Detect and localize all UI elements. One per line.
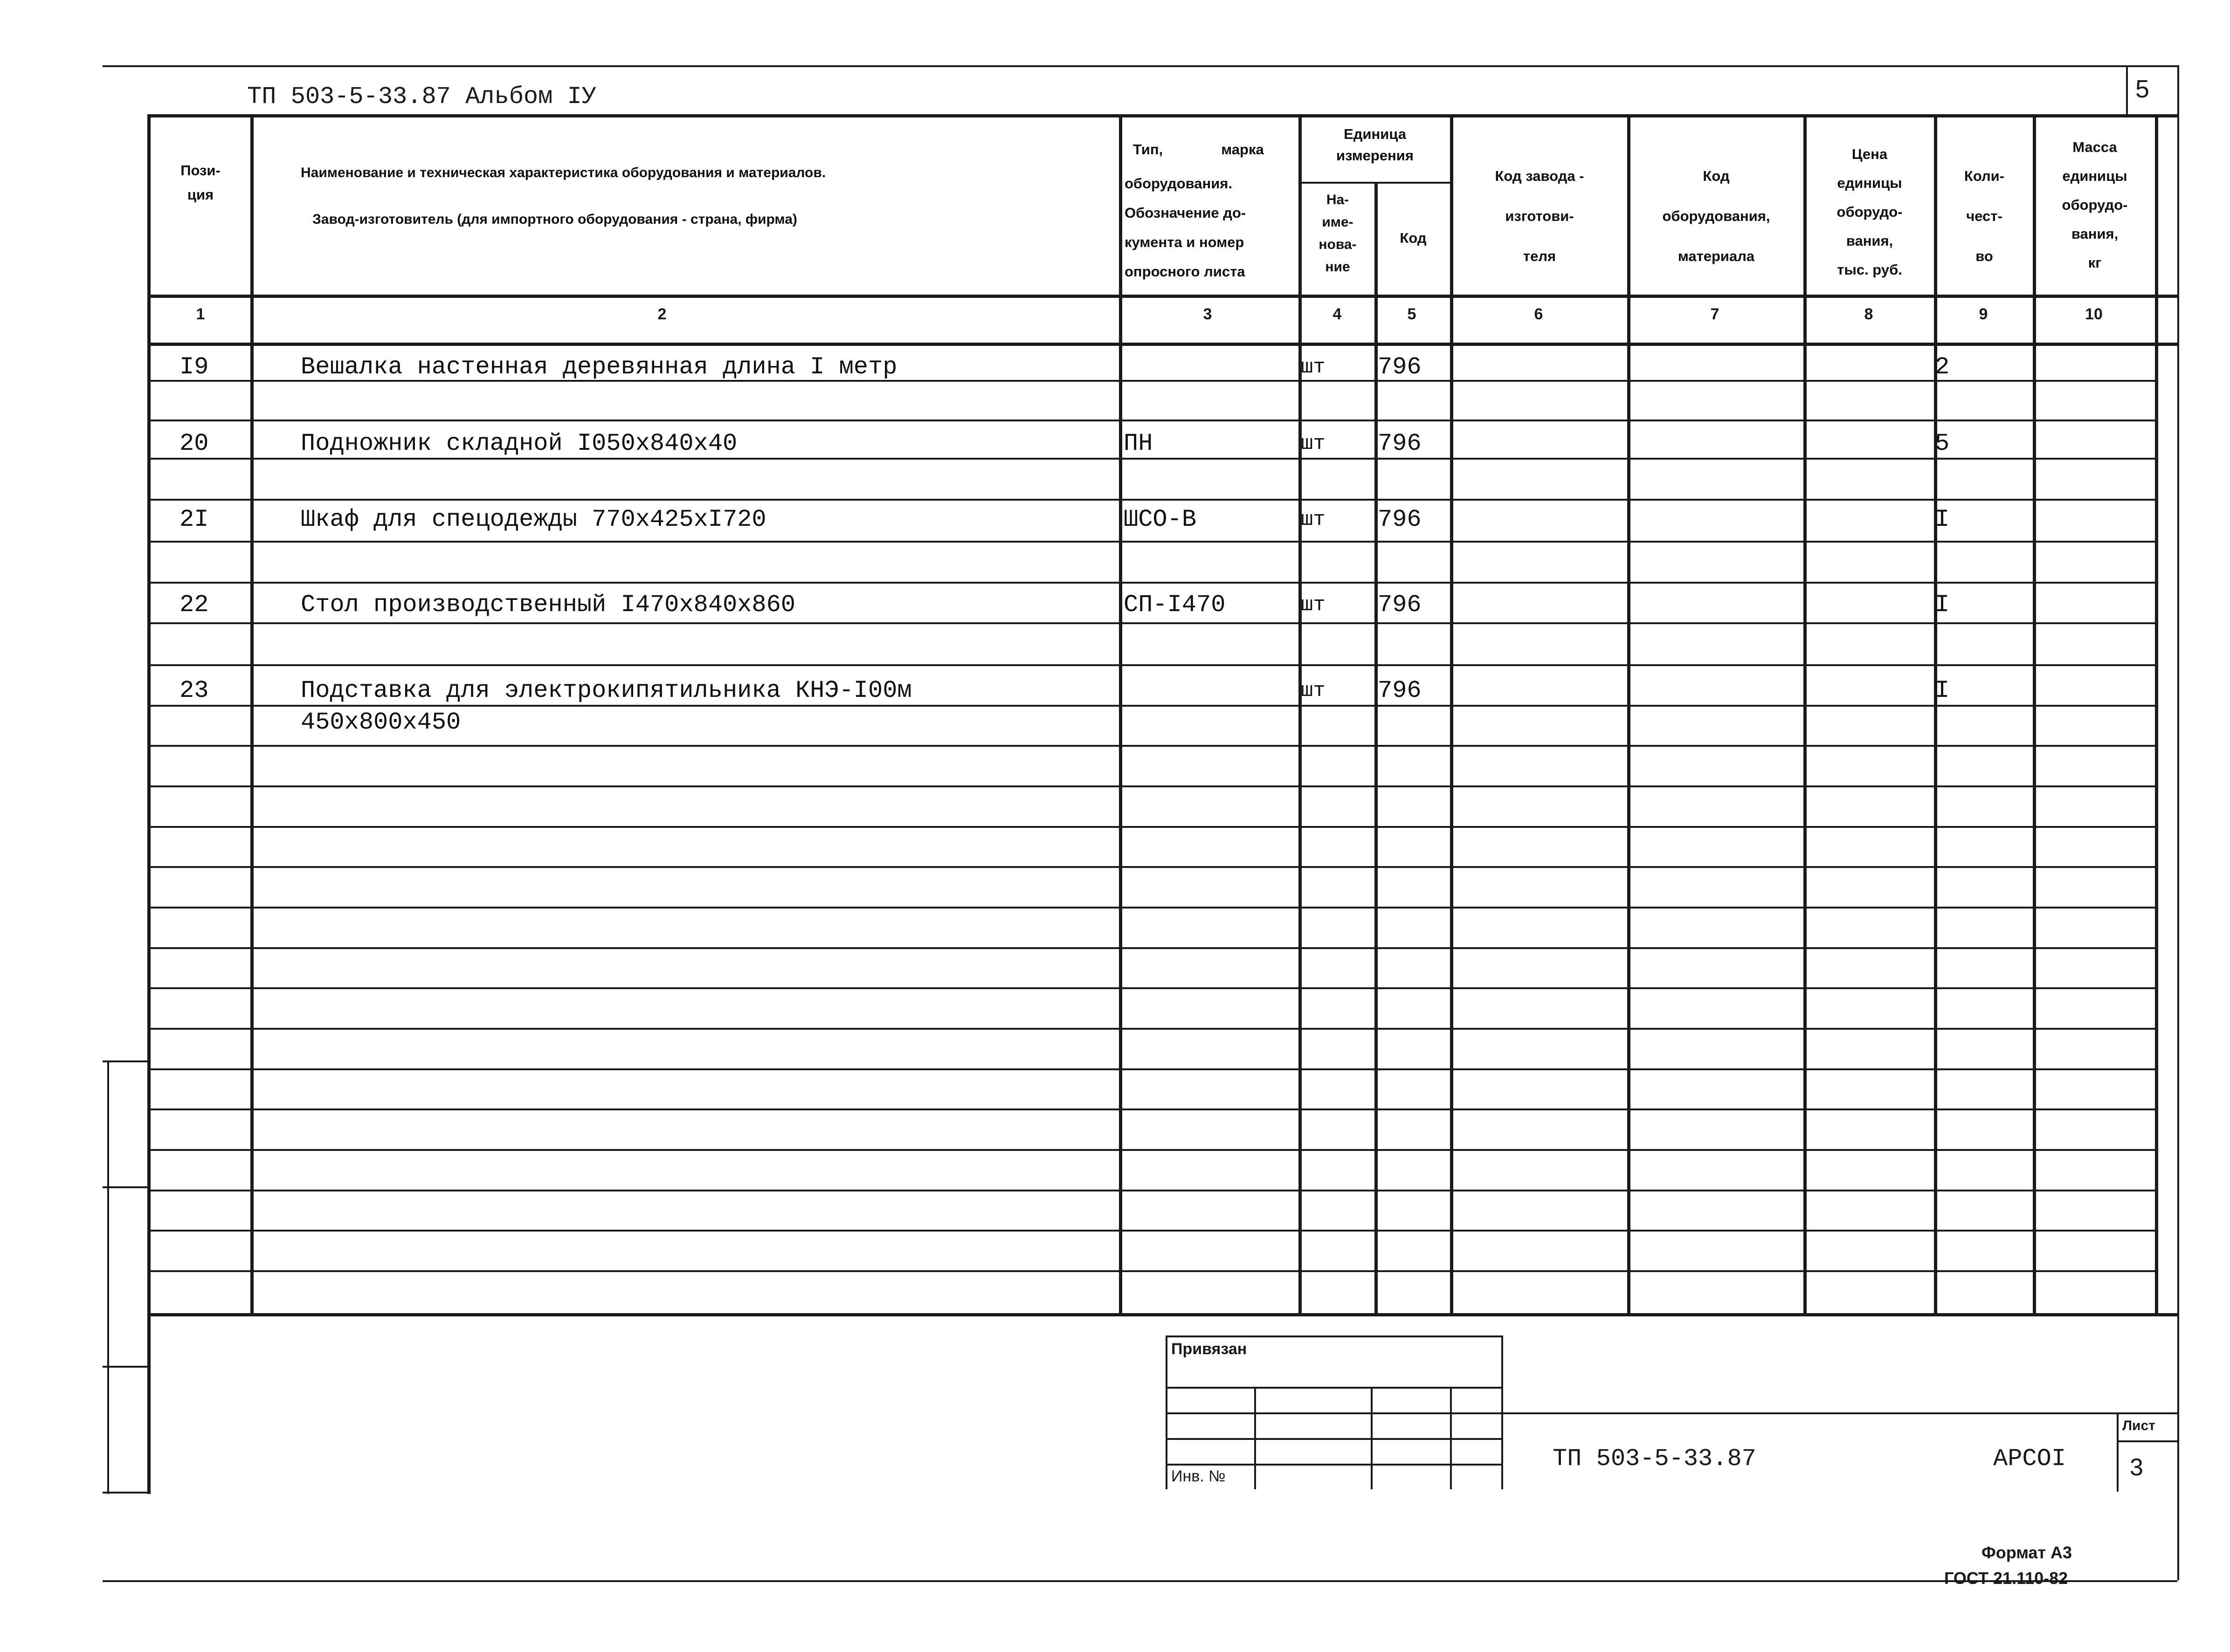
table-top-line	[149, 114, 2177, 117]
page-number: 5	[2135, 75, 2150, 103]
row-unit-code: 796	[1378, 430, 1422, 457]
unit-group-line	[1298, 182, 1450, 184]
row-unit: шт	[1301, 508, 1326, 531]
col-divider-2	[1119, 114, 1122, 1315]
table-left-line	[147, 114, 151, 1494]
col-divider-4	[1374, 182, 1378, 1315]
row-line	[149, 458, 2155, 460]
row-line	[149, 907, 2155, 909]
header-type-line: оборудования.	[1125, 175, 1233, 192]
header-quantity: Коли- чест- во	[1964, 168, 2005, 264]
header-equipment-code: Код оборудования, материала	[1662, 168, 1770, 264]
binding-margin-tick	[103, 1060, 149, 1062]
stamp-line	[1166, 1335, 1167, 1489]
col-divider-1	[250, 114, 254, 1315]
column-number: 7	[1710, 305, 1719, 323]
top-border	[103, 65, 2177, 67]
column-number: 2	[657, 305, 667, 323]
row-line	[149, 1068, 2155, 1070]
row-position: I9	[180, 353, 209, 381]
column-number: 5	[1407, 305, 1416, 323]
bottom-border	[103, 1580, 2177, 1582]
header-mass: Масса единицы оборудо- вания, кг	[2062, 139, 2128, 271]
col-divider-9	[2033, 114, 2036, 1315]
column-number: 4	[1332, 305, 1342, 323]
header-name-line1: Наименование и техническая характеристика оборудования и материалов.	[301, 165, 826, 180]
row-unit-code: 796	[1378, 677, 1422, 704]
row-position: 20	[180, 430, 209, 457]
header-unit-name: На- име- нова- ние	[1319, 192, 1357, 275]
stamp-line	[1254, 1387, 1256, 1489]
binding-margin-line	[107, 1060, 109, 1494]
row-line	[149, 1190, 2155, 1191]
stamp-line	[1166, 1335, 1501, 1337]
row-unit: шт	[1301, 432, 1326, 455]
header-unit-group: Единица измерения	[1336, 126, 1414, 164]
row-line	[149, 785, 2155, 787]
row-position: 23	[180, 677, 209, 704]
stamp-document-code: ТП 503-5-33.87	[1553, 1445, 1756, 1473]
col-divider-5	[1450, 114, 1453, 1315]
row-quantity: 5	[1935, 430, 1950, 457]
row-line	[149, 705, 2155, 707]
row-quantity: I	[1935, 677, 1950, 704]
stamp-line	[2117, 1440, 2177, 1442]
row-line	[149, 1270, 2155, 1272]
column-number: 10	[2085, 305, 2103, 323]
row-line	[149, 541, 2155, 543]
row-line	[149, 1108, 2155, 1110]
row-quantity: I	[1935, 591, 1950, 619]
binding-margin-tick	[103, 1186, 149, 1188]
row-name: Вешалка настенная деревянная длина I метр	[301, 353, 898, 381]
stamp-line	[1501, 1412, 2177, 1414]
row-unit: шт	[1301, 593, 1326, 617]
row-line	[149, 582, 2155, 584]
header-position: Пози- ция	[180, 162, 221, 203]
row-position: 22	[180, 591, 209, 619]
row-line	[149, 1149, 2155, 1151]
row-type: ШСО-В	[1124, 506, 1197, 533]
row-line	[149, 1028, 2155, 1030]
column-number: 9	[1979, 305, 1988, 323]
binding-margin-tick	[103, 1492, 149, 1494]
row-line	[149, 745, 2155, 747]
header-type-line: Обозначение до-	[1125, 205, 1246, 221]
row-line	[149, 622, 2155, 624]
row-line	[149, 866, 2155, 868]
stamp-sheet-label: Лист	[2122, 1418, 2155, 1433]
table-bottom-line	[149, 1313, 2177, 1316]
row-name-continued: 450х800х450	[301, 709, 461, 736]
binding-margin-tick	[103, 1366, 149, 1368]
column-number: 3	[1203, 305, 1212, 323]
stamp-inventory-label: Инв. №	[1171, 1467, 1226, 1485]
row-line	[149, 499, 2155, 501]
row-name: Подставка для электрокипятильника КНЭ-I00м	[301, 677, 912, 704]
row-unit-code: 796	[1378, 591, 1422, 619]
row-line	[149, 947, 2155, 949]
stamp-line	[1371, 1387, 1373, 1489]
stamp-attached-label: Привязан	[1171, 1340, 1247, 1358]
column-number: 6	[1534, 305, 1543, 323]
column-number: 1	[196, 305, 205, 323]
header-price: Цена единицы оборудо- вания, тыс. руб.	[1836, 146, 1903, 278]
col-divider-3	[1298, 114, 1302, 1315]
col-divider-6	[1627, 114, 1630, 1315]
colnum-bottom-line	[149, 343, 2177, 346]
row-unit-code: 796	[1378, 353, 1422, 381]
row-line	[149, 987, 2155, 989]
row-type: ПН	[1124, 430, 1153, 457]
stamp-line	[1450, 1387, 1452, 1489]
header-type-line: опросного листа	[1125, 263, 1245, 280]
page-number-box-left	[2126, 65, 2128, 117]
gost-label: ГОСТ 21.110-82	[1944, 1569, 2068, 1588]
stamp-sheet-code: АРСОI	[1993, 1445, 2066, 1473]
row-line	[149, 420, 2155, 421]
header-type-lines	[1125, 169, 1297, 286]
row-line	[149, 664, 2155, 666]
row-quantity: 2	[1935, 353, 1950, 381]
header-type-a: Тип,	[1133, 141, 1163, 158]
col-divider-10	[2155, 114, 2158, 1315]
col-divider-7	[1803, 114, 1807, 1315]
row-line	[149, 1230, 2155, 1232]
row-type: СП-I470	[1124, 591, 1226, 619]
header-factory-code: Код завода - изготови- теля	[1495, 168, 1584, 264]
album-title: ТП 503-5-33.87 Альбом IУ	[247, 83, 596, 110]
right-border	[2177, 65, 2179, 1580]
stamp-sheet-number: 3	[2130, 1454, 2143, 1481]
col-divider-8	[1934, 114, 1937, 1315]
row-position: 2I	[180, 506, 209, 533]
row-line	[149, 826, 2155, 828]
row-name: Подножник складной I050х840х40	[301, 430, 738, 457]
stamp-line	[2117, 1412, 2119, 1492]
row-name: Шкаф для спецодежды 770х425хI720	[301, 506, 766, 533]
row-quantity: I	[1935, 506, 1950, 533]
row-name: Стол производственный I470х840х860	[301, 591, 795, 619]
row-unit: шт	[1301, 679, 1326, 702]
header-name-line2: Завод-изготовитель (для импортного оборудования - страна, фирма)	[312, 212, 797, 227]
row-unit-code: 796	[1378, 506, 1422, 533]
row-unit: шт	[1301, 356, 1326, 379]
format-label: Формат А3	[1981, 1543, 2072, 1562]
header-type-b: марка	[1221, 141, 1264, 158]
column-number: 8	[1864, 305, 1873, 323]
header-type-line: кумента и номер	[1125, 234, 1244, 250]
header-unit-code: Код	[1400, 230, 1427, 246]
header-bottom-line	[149, 295, 2177, 298]
